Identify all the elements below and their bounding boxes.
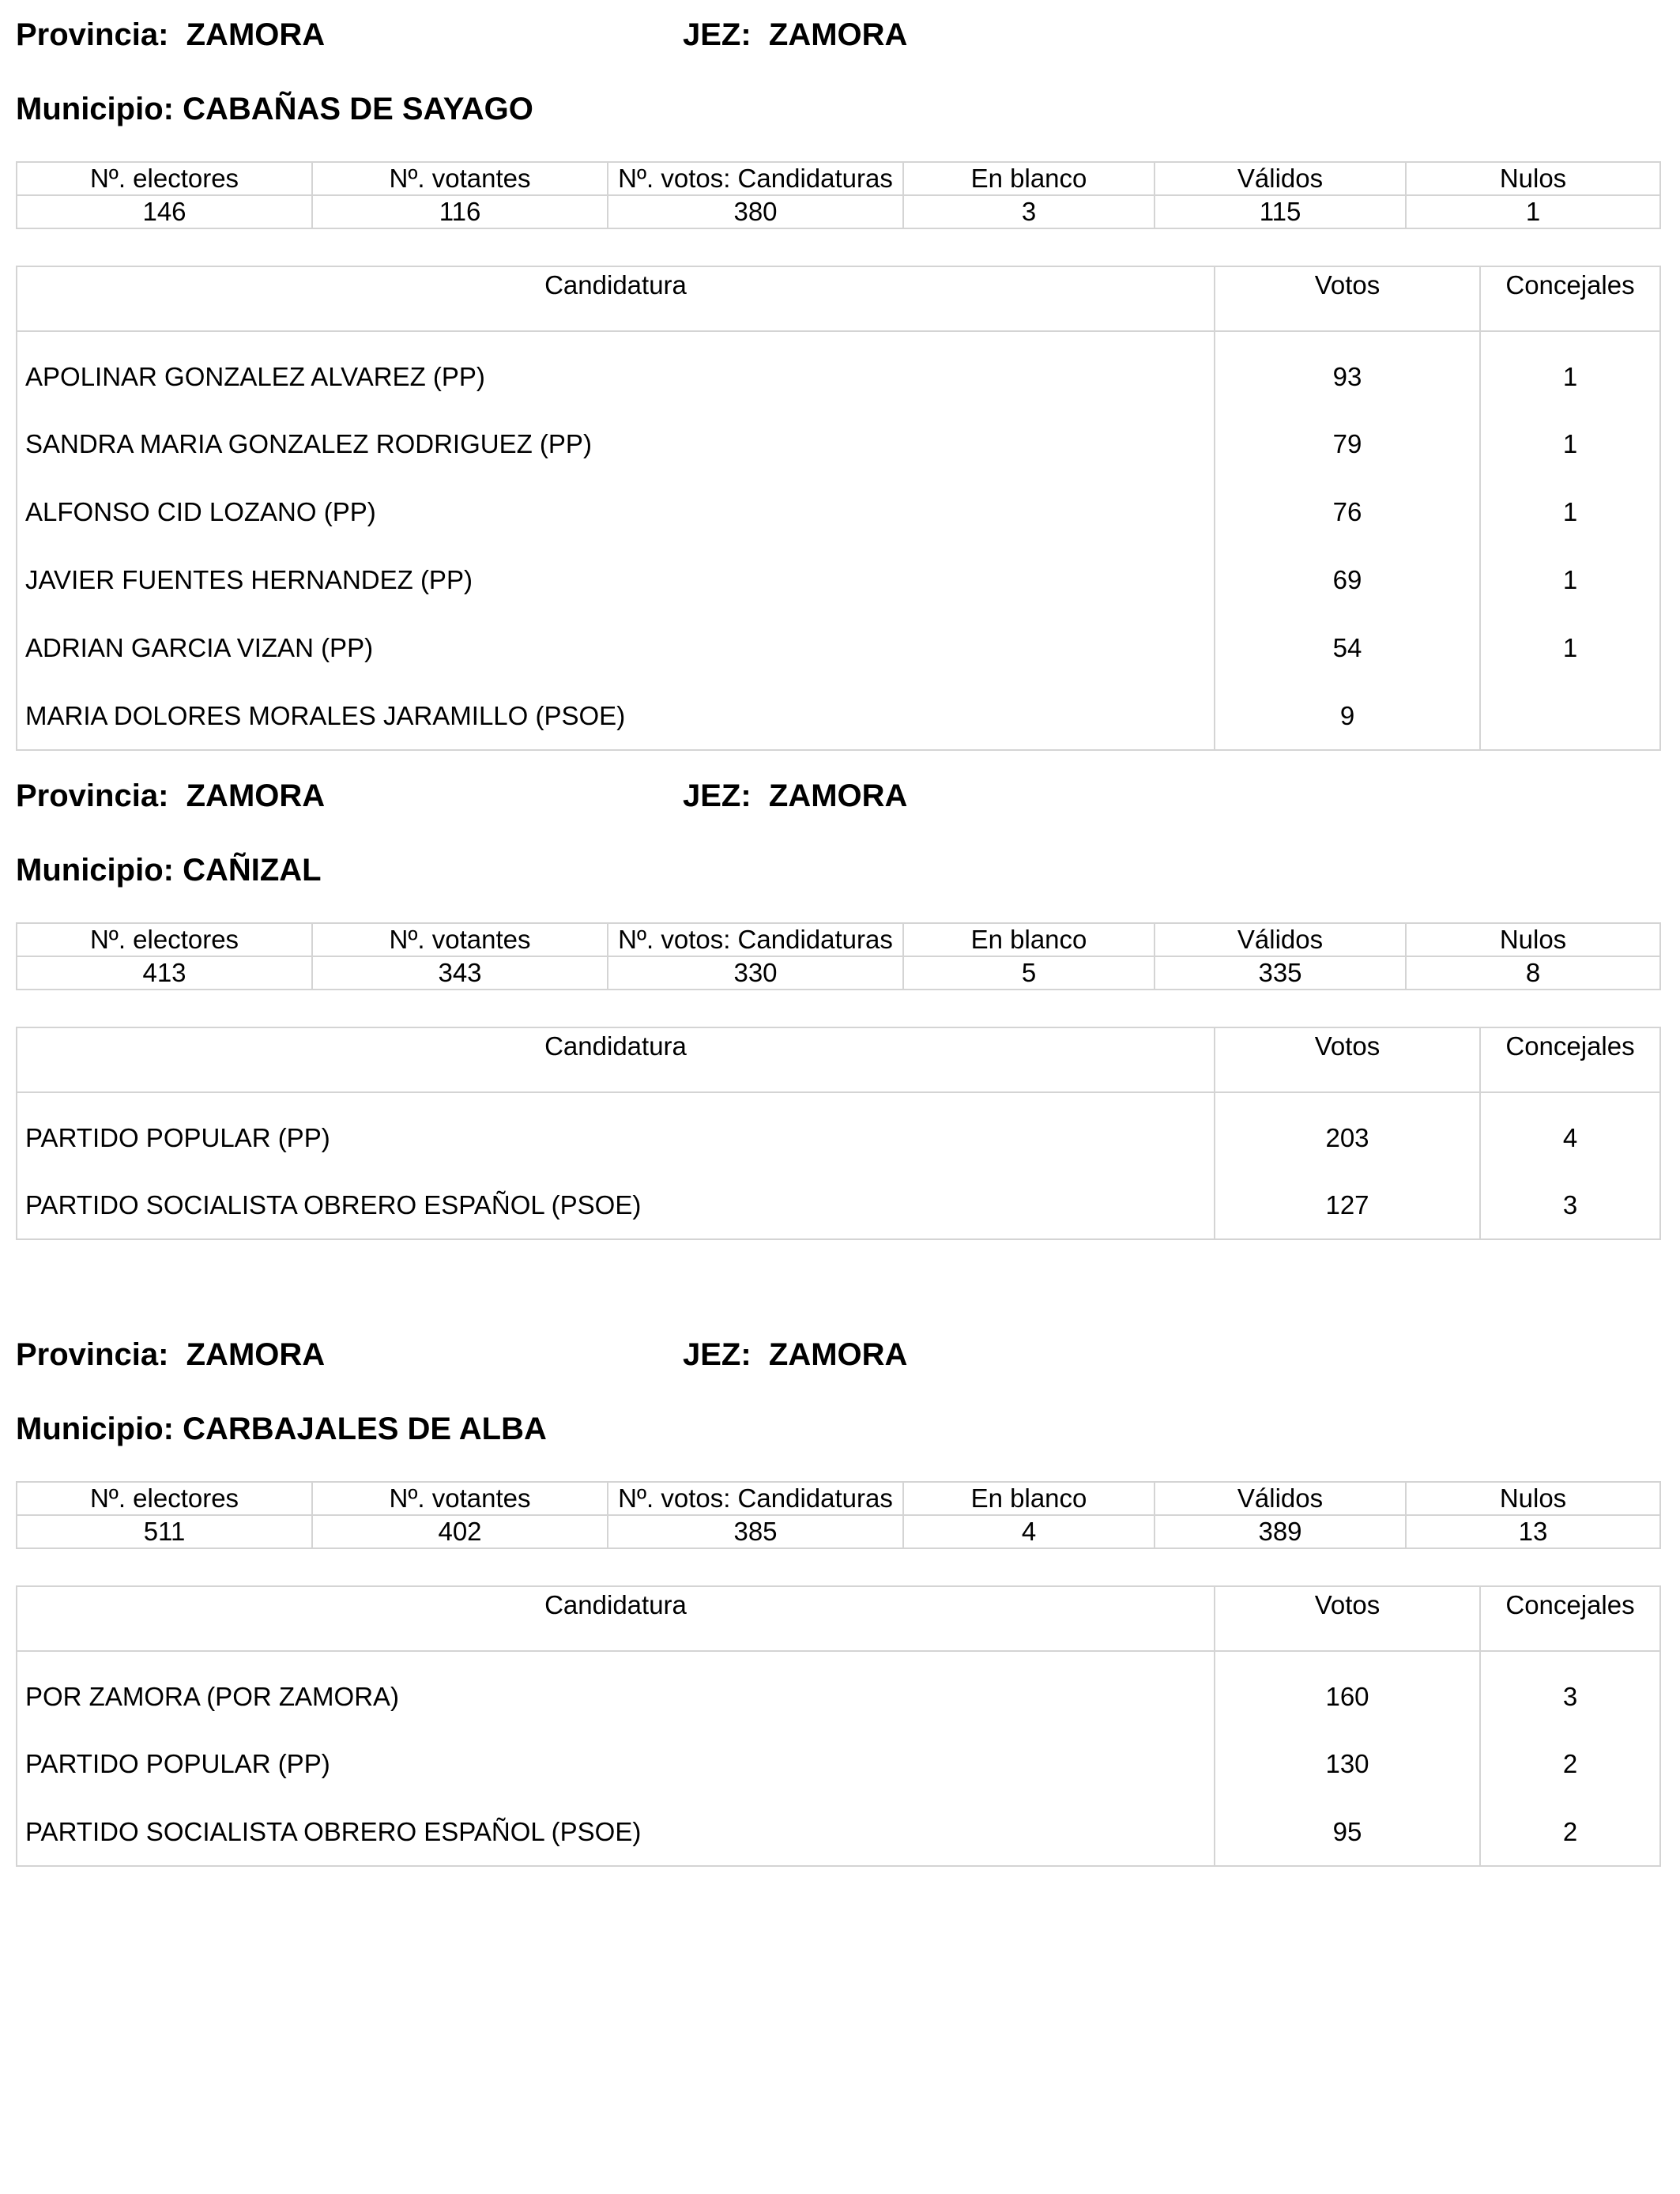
municipio-title: Municipio: CABAÑAS DE SAYAGO <box>16 92 533 126</box>
candidate-concejales: 2 <box>1480 1730 1660 1798</box>
municipality-section <box>16 774 1659 1240</box>
candidate-row <box>17 1730 1660 1798</box>
candidates-header-cell: Candidatura <box>17 1586 1215 1651</box>
candidate-row <box>17 1798 1660 1866</box>
candidate-votos: 95 <box>1215 1798 1480 1866</box>
stats-header-cell: En blanco <box>903 162 1155 195</box>
stats-value-cell: 335 <box>1155 956 1406 990</box>
stats-value-cell: 385 <box>608 1515 903 1548</box>
candidate-concejales: 3 <box>1480 1171 1660 1239</box>
stats-header-cell: Nº. electores <box>17 923 312 956</box>
candidate-row <box>17 682 1660 750</box>
stats-header-cell: Nº. votos: Candidaturas <box>608 923 903 956</box>
stats-header-cell: En blanco <box>903 923 1155 956</box>
candidates-header-cell: Candidatura <box>17 1027 1215 1092</box>
candidate-votos: 203 <box>1215 1092 1480 1171</box>
candidates-table <box>16 1027 1661 1240</box>
stats-value-cell: 4 <box>903 1515 1155 1548</box>
candidate-row <box>17 331 1660 410</box>
section-header <box>16 1333 1659 1377</box>
candidates-header-cell: Candidatura <box>17 266 1215 331</box>
candidates-header-row <box>17 1027 1660 1092</box>
municipality-section <box>16 13 1659 751</box>
candidate-name: PARTIDO SOCIALISTA OBRERO ESPAÑOL (PSOE) <box>17 1171 1215 1239</box>
stats-header-cell: En blanco <box>903 1482 1155 1515</box>
stats-header-cell: Nº. votos: Candidaturas <box>608 162 903 195</box>
candidates-table <box>16 1585 1661 1867</box>
stats-value-cell: 511 <box>17 1515 312 1548</box>
municipio-title: Municipio: CARBAJALES DE ALBA <box>16 1412 547 1446</box>
candidate-votos: 93 <box>1215 331 1480 410</box>
candidate-name: ADRIAN GARCIA VIZAN (PP) <box>17 614 1215 682</box>
candidate-concejales: 1 <box>1480 478 1660 546</box>
candidate-row <box>17 478 1660 546</box>
candidates-header-row <box>17 266 1660 331</box>
stats-table <box>16 1481 1661 1549</box>
stats-value-cell: 13 <box>1406 1515 1660 1548</box>
stats-value-cell: 402 <box>312 1515 608 1548</box>
candidate-concejales: 3 <box>1480 1651 1660 1730</box>
stats-table <box>16 161 1661 229</box>
stats-value-cell: 115 <box>1155 195 1406 228</box>
stats-value-row <box>17 195 1660 228</box>
stats-header-cell: Nº. votantes <box>312 162 608 195</box>
stats-value-cell: 146 <box>17 195 312 228</box>
candidates-header-cell: Votos <box>1215 1586 1480 1651</box>
candidates-header-cell: Concejales <box>1480 1586 1660 1651</box>
candidate-row <box>17 1171 1660 1239</box>
candidate-votos: 54 <box>1215 614 1480 682</box>
stats-value-cell: 343 <box>312 956 608 990</box>
stats-header-cell: Nº. votantes <box>312 923 608 956</box>
stats-header-cell: Nº. electores <box>17 1482 312 1515</box>
jez-label: JEZ: ZAMORA <box>683 778 908 813</box>
stats-value-row <box>17 1515 1660 1548</box>
candidate-row <box>17 410 1660 478</box>
candidate-concejales <box>1480 682 1660 750</box>
candidates-header-cell: Votos <box>1215 1027 1480 1092</box>
stats-value-cell: 389 <box>1155 1515 1406 1548</box>
stats-value-cell: 413 <box>17 956 312 990</box>
candidate-row <box>17 1651 1660 1730</box>
section-header <box>16 774 1659 818</box>
candidate-name: PARTIDO SOCIALISTA OBRERO ESPAÑOL (PSOE) <box>17 1798 1215 1866</box>
candidate-concejales: 1 <box>1480 331 1660 410</box>
candidate-votos: 79 <box>1215 410 1480 478</box>
stats-header-cell: Nº. votos: Candidaturas <box>608 1482 903 1515</box>
stats-header-cell: Nulos <box>1406 162 1660 195</box>
provincia-label: Provincia: ZAMORA <box>16 778 326 813</box>
candidates-header-cell: Concejales <box>1480 1027 1660 1092</box>
candidates-table <box>16 266 1661 751</box>
stats-value-cell: 330 <box>608 956 903 990</box>
candidate-votos: 69 <box>1215 546 1480 614</box>
candidate-votos: 127 <box>1215 1171 1480 1239</box>
stats-table <box>16 922 1661 990</box>
jez-label: JEZ: ZAMORA <box>683 17 908 52</box>
candidates-header-row <box>17 1586 1660 1651</box>
municipality-section <box>16 1333 1659 1867</box>
stats-header-cell: Nº. electores <box>17 162 312 195</box>
stats-header-cell: Nulos <box>1406 923 1660 956</box>
candidate-votos: 76 <box>1215 478 1480 546</box>
stats-header-cell: Válidos <box>1155 162 1406 195</box>
candidate-name: MARIA DOLORES MORALES JARAMILLO (PSOE) <box>17 682 1215 750</box>
stats-header-row <box>17 1482 1660 1515</box>
stats-header-cell: Nº. votantes <box>312 1482 608 1515</box>
stats-value-cell: 380 <box>608 195 903 228</box>
stats-value-row <box>17 956 1660 990</box>
candidates-header-cell: Votos <box>1215 266 1480 331</box>
stats-header-row <box>17 162 1660 195</box>
stats-header-cell: Nulos <box>1406 1482 1660 1515</box>
candidate-concejales: 2 <box>1480 1798 1660 1866</box>
stats-value-cell: 3 <box>903 195 1155 228</box>
candidate-name: JAVIER FUENTES HERNANDEZ (PP) <box>17 546 1215 614</box>
candidate-name: APOLINAR GONZALEZ ALVAREZ (PP) <box>17 331 1215 410</box>
section-header <box>16 13 1659 57</box>
candidate-row <box>17 614 1660 682</box>
stats-header-cell: Válidos <box>1155 1482 1406 1515</box>
stats-header-cell: Válidos <box>1155 923 1406 956</box>
candidate-concejales: 4 <box>1480 1092 1660 1171</box>
stats-value-cell: 8 <box>1406 956 1660 990</box>
candidate-concejales: 1 <box>1480 614 1660 682</box>
candidate-name: PARTIDO POPULAR (PP) <box>17 1092 1215 1171</box>
stats-header-row <box>17 923 1660 956</box>
candidate-concejales: 1 <box>1480 546 1660 614</box>
provincia-label: Provincia: ZAMORA <box>16 1337 326 1372</box>
provincia-label: Provincia: ZAMORA <box>16 17 326 52</box>
stats-value-cell: 116 <box>312 195 608 228</box>
candidate-concejales: 1 <box>1480 410 1660 478</box>
stats-value-cell: 5 <box>903 956 1155 990</box>
candidate-name: SANDRA MARIA GONZALEZ RODRIGUEZ (PP) <box>17 410 1215 478</box>
candidate-votos: 130 <box>1215 1730 1480 1798</box>
municipio-title: Municipio: CAÑIZAL <box>16 853 322 888</box>
candidates-header-cell: Concejales <box>1480 266 1660 331</box>
candidate-name: PARTIDO POPULAR (PP) <box>17 1730 1215 1798</box>
candidate-votos: 160 <box>1215 1651 1480 1730</box>
candidate-row <box>17 546 1660 614</box>
stats-value-cell: 1 <box>1406 195 1660 228</box>
candidate-votos: 9 <box>1215 682 1480 750</box>
candidate-name: ALFONSO CID LOZANO (PP) <box>17 478 1215 546</box>
candidate-row <box>17 1092 1660 1171</box>
jez-label: JEZ: ZAMORA <box>683 1337 908 1372</box>
candidate-name: POR ZAMORA (POR ZAMORA) <box>17 1651 1215 1730</box>
